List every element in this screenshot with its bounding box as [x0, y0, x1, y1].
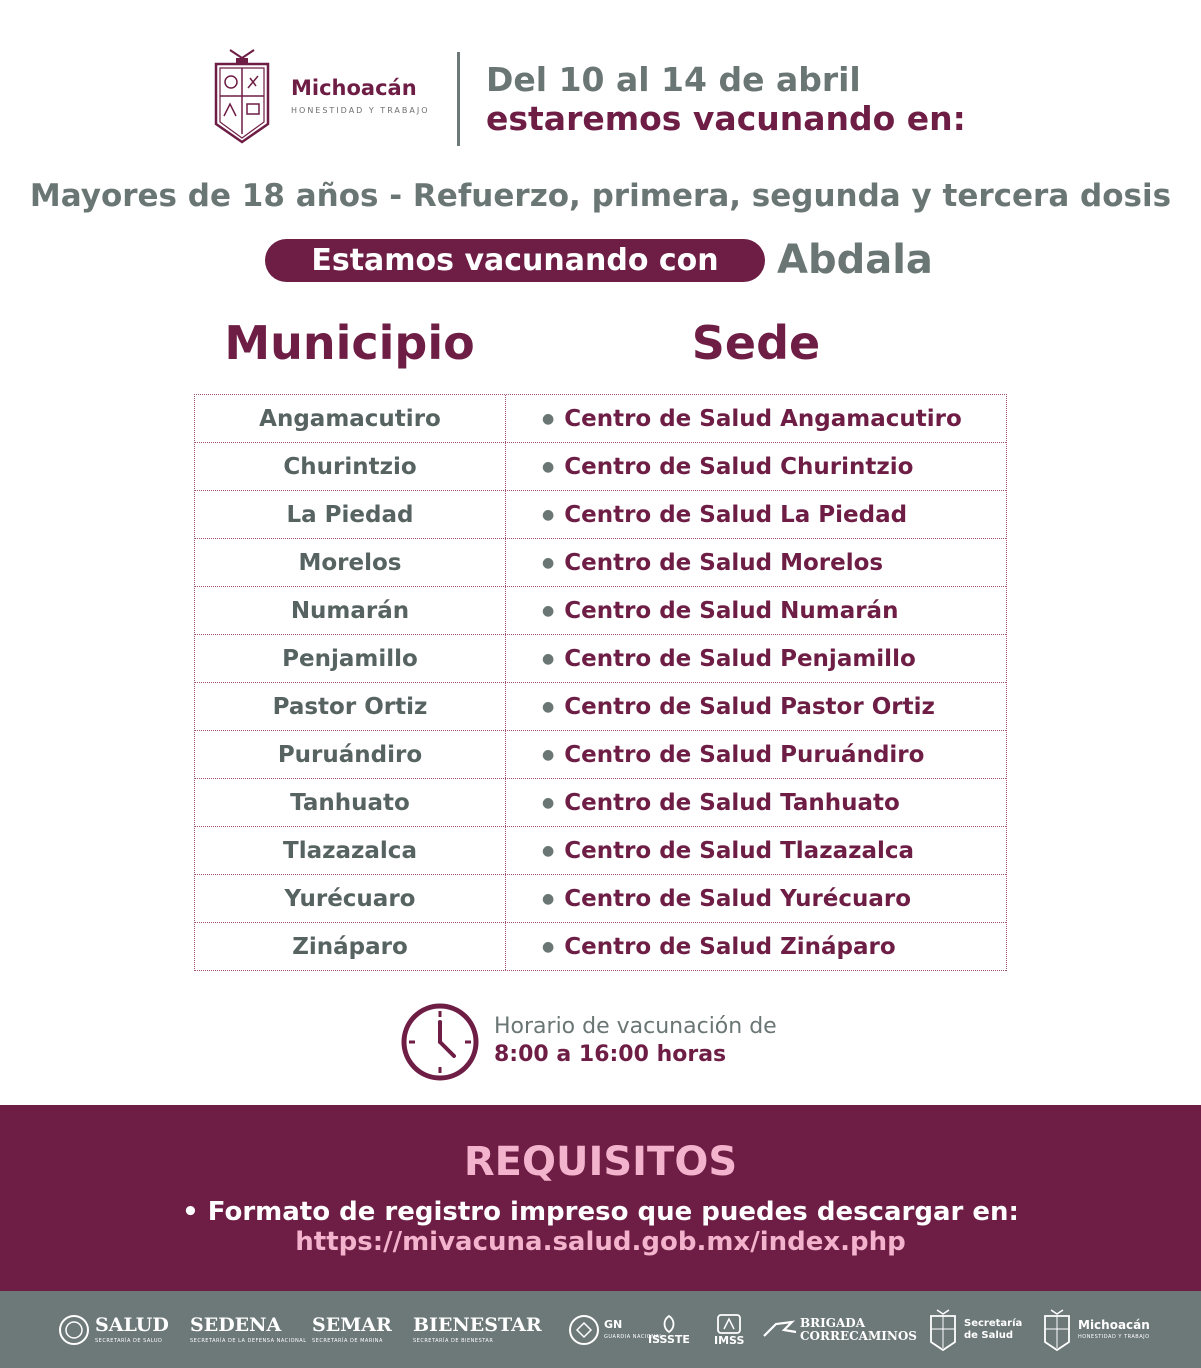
- michoacan-crest-icon: [928, 1308, 958, 1352]
- clock-icon: [400, 1002, 480, 1082]
- bullet-icon: ●: [542, 698, 555, 715]
- table-row: [195, 539, 1006, 587]
- logo-sub: SECRETARÍA DE LA DEFENSA NACIONAL: [190, 1337, 307, 1344]
- imss-logo: [714, 1291, 744, 1368]
- sede-label: Centro de Salud Angamacutiro: [564, 405, 962, 432]
- michoacan-footer-logo: [1042, 1291, 1150, 1368]
- sede-label: Centro de Salud La Piedad: [564, 501, 908, 528]
- logo-sub: CORRECAMINOS: [800, 1328, 917, 1343]
- header-subtitle: estaremos vacunando en:: [486, 99, 966, 138]
- michoacan-brand: [210, 46, 440, 150]
- sede-cell: [506, 635, 1006, 682]
- table-row: [195, 731, 1006, 779]
- sede-cell: [506, 827, 1006, 874]
- sede-cell: [506, 587, 1006, 634]
- sede-label: Centro de Salud Penjamillo: [564, 645, 916, 672]
- municipio-cell: Yurécuaro: [195, 875, 506, 922]
- roadrunner-icon: [762, 1316, 798, 1344]
- imss-emblem-icon: [716, 1313, 742, 1335]
- logo-name: BRIGADA: [800, 1315, 866, 1330]
- sede-cell: [506, 923, 1006, 970]
- sede-label: Centro de Salud Tlazazalca: [564, 837, 915, 864]
- issste-logo: [648, 1291, 690, 1368]
- logo-name: Michoacán: [1078, 1318, 1150, 1332]
- sede-cell: [506, 443, 1006, 490]
- logo-name: BIENESTAR: [413, 1313, 542, 1336]
- table-row: [195, 635, 1006, 683]
- logo-name: ISSSTE: [648, 1332, 690, 1346]
- table-row: [195, 779, 1006, 827]
- sede-cell: [506, 875, 1006, 922]
- bullet-icon: ●: [542, 794, 555, 811]
- audience-line: Mayores de 18 años - Refuerzo, primera, segunda y tercera dosis: [29, 178, 1172, 214]
- logo-name: SEDENA: [190, 1313, 282, 1336]
- table-row: [195, 875, 1006, 923]
- sede-cell: [506, 395, 1006, 442]
- table-row: [195, 827, 1006, 875]
- municipio-cell: Penjamillo: [195, 635, 506, 682]
- requirements-item: • Formato de registro impreso que puedes descargar en:: [182, 1197, 1019, 1227]
- municipio-cell: Zináparo: [195, 923, 506, 970]
- logo-name: IMSS: [714, 1333, 745, 1347]
- table-row: [195, 683, 1006, 731]
- issste-emblem-icon: [657, 1314, 681, 1334]
- sede-label: Centro de Salud Yurécuaro: [564, 885, 912, 912]
- semar-logo: [312, 1291, 392, 1368]
- municipio-cell: Morelos: [195, 539, 506, 586]
- bullet-icon: ●: [542, 506, 555, 523]
- sede-label: Centro de Salud Numarán: [564, 597, 899, 624]
- sites-table: [194, 394, 1007, 971]
- bullet-icon: ●: [542, 746, 555, 763]
- table-row: [195, 443, 1006, 491]
- requirements-band: [0, 1105, 1201, 1291]
- bullet-icon: ●: [542, 602, 555, 619]
- municipio-cell: La Piedad: [195, 491, 506, 538]
- partner-logos-footer: [0, 1291, 1201, 1368]
- national-seal-icon: [58, 1314, 90, 1346]
- schedule-label: Horario de vacunación de: [494, 1014, 777, 1039]
- sede-cell: [506, 491, 1006, 538]
- municipio-cell: Tanhuato: [195, 779, 506, 826]
- bullet-icon: ●: [542, 554, 555, 571]
- sede-cell: [506, 683, 1006, 730]
- requirements-title: REQUISITOS: [463, 1139, 738, 1185]
- bullet-icon: ●: [542, 842, 555, 859]
- brand-name: Michoacán: [291, 76, 417, 100]
- bienestar-logo: [413, 1291, 542, 1368]
- municipio-cell: Puruándiro: [195, 731, 506, 778]
- brand-motto: HONESTIDAD Y TRABAJO: [291, 106, 430, 115]
- salud-logo: [58, 1291, 169, 1368]
- logo-sub: HONESTIDAD Y TRABAJO: [1078, 1334, 1150, 1340]
- logo-name: SALUD: [95, 1313, 169, 1336]
- column-header-municipio: Municipio: [224, 316, 475, 370]
- logo-sub: SECRETARÍA DE SALUD: [95, 1337, 163, 1344]
- bullet-icon: ●: [542, 890, 555, 907]
- guardia-nacional-seal-icon: [568, 1314, 600, 1346]
- bullet-icon: ●: [542, 458, 555, 475]
- municipio-cell: Numarán: [195, 587, 506, 634]
- bullet-icon: ●: [542, 650, 555, 667]
- secretaria-salud-michoacan-logo: [928, 1291, 1022, 1368]
- logo-sub: GUARDIA NACIONAL: [604, 1334, 663, 1340]
- municipio-cell: Tlazazalca: [195, 827, 506, 874]
- municipio-cell: Churintzio: [195, 443, 506, 490]
- logo-sub: SECRETARÍA DE BIENESTAR: [413, 1337, 494, 1344]
- schedule-hours: 8:00 a 16:00 horas: [494, 1042, 727, 1067]
- column-header-sede: Sede: [691, 316, 821, 370]
- sedena-logo: [190, 1291, 307, 1368]
- table-row: [195, 923, 1006, 971]
- logo-sub: SECRETARÍA DE MARINA: [312, 1337, 383, 1344]
- municipio-cell: Pastor Ortiz: [195, 683, 506, 730]
- vaccine-name: Abdala: [777, 237, 933, 283]
- logo-name: SEMAR: [312, 1313, 392, 1336]
- vaccine-banner-pill: Estamos vacunando con: [265, 239, 765, 282]
- logo-sub: de Salud: [964, 1329, 1014, 1341]
- sede-label: Centro de Salud Churintzio: [564, 453, 914, 480]
- michoacan-crest-icon: [210, 46, 274, 146]
- registration-link[interactable]: https://mivacuna.salud.gob.mx/index.php: [295, 1227, 906, 1257]
- sede-cell: [506, 539, 1006, 586]
- sede-label: Centro de Salud Puruándiro: [564, 741, 925, 768]
- date-range: Del 10 al 14 de abril: [486, 60, 861, 99]
- sede-label: Centro de Salud Pastor Ortiz: [564, 693, 935, 720]
- sede-label: Centro de Salud Morelos: [564, 549, 884, 576]
- brigada-correcaminos-logo: [762, 1291, 917, 1368]
- bullet-icon: ●: [542, 938, 555, 955]
- header-divider: [457, 52, 460, 146]
- logo-name: GN: [604, 1318, 623, 1331]
- michoacan-crest-icon: [1042, 1308, 1072, 1352]
- table-row: [195, 587, 1006, 635]
- sede-cell: [506, 779, 1006, 826]
- logo-name: Secretaría: [964, 1317, 1023, 1329]
- sede-cell: [506, 731, 1006, 778]
- municipio-cell: Angamacutiro: [195, 395, 506, 442]
- bullet-icon: ●: [542, 410, 555, 427]
- sede-label: Centro de Salud Tanhuato: [564, 789, 900, 816]
- table-row: [195, 395, 1006, 443]
- sede-label: Centro de Salud Zináparo: [564, 933, 896, 960]
- table-row: [195, 491, 1006, 539]
